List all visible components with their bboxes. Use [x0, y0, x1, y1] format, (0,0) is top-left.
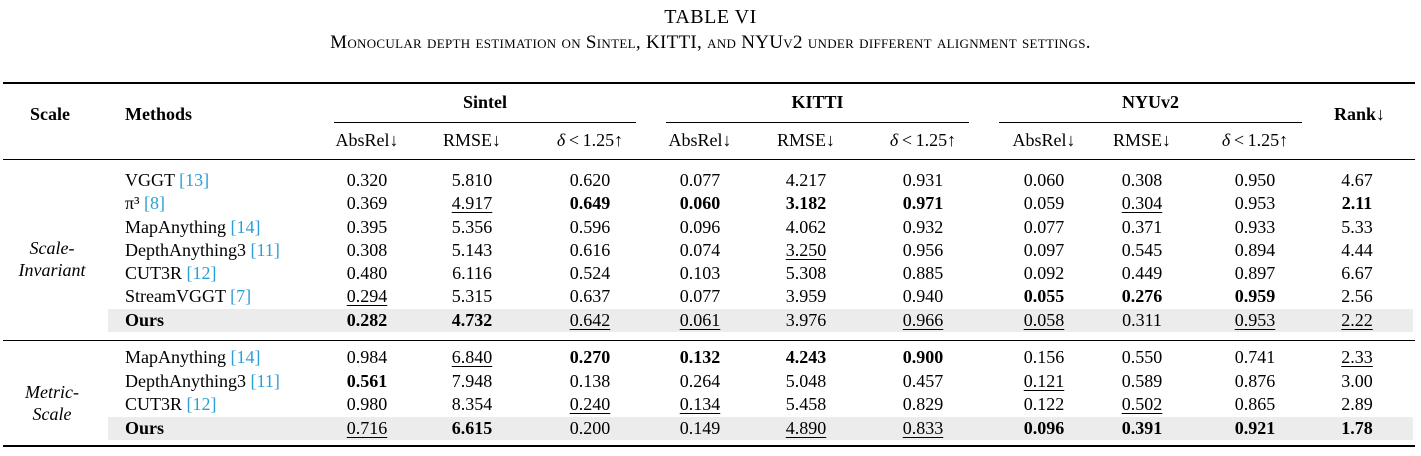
table-cell: 0.270 — [569, 347, 611, 367]
table-label: TABLE VI — [664, 6, 757, 28]
table-cell: 0.092 — [1023, 263, 1065, 283]
metric-header: RMSE↓ — [442, 130, 502, 150]
method-label: VGGT — [125, 170, 175, 190]
method-label: DepthAnything3 — [125, 371, 246, 391]
table-cell: 5.458 — [785, 394, 827, 414]
table-cell: 0.953 — [1234, 310, 1276, 330]
table-cell: 3.976 — [785, 310, 827, 330]
table-cell: 0.637 — [569, 286, 611, 306]
table-cell: 0.308 — [1121, 170, 1163, 190]
section-label-line: Scale- — [29, 238, 75, 258]
table-cell: 0.096 — [1023, 418, 1065, 438]
section-label-line: Scale — [32, 404, 72, 424]
table-cell: 0.449 — [1121, 263, 1163, 283]
top-rule — [3, 82, 1415, 84]
section-label — [2, 381, 102, 425]
group-rule-kitti — [666, 122, 969, 123]
citation-link[interactable]: [12] — [186, 263, 217, 283]
table-cell: 0.921 — [1234, 418, 1276, 438]
table-cell: 0.596 — [569, 217, 611, 237]
table-cell: 0.457 — [902, 371, 944, 391]
table-cell: 4.217 — [785, 170, 827, 190]
table-cell: 5.810 — [451, 170, 493, 190]
method-label: Ours — [125, 310, 165, 330]
table-cell: 2.22 — [1341, 310, 1373, 330]
method-name — [125, 263, 217, 284]
method-label: MapAnything — [125, 217, 226, 237]
highlight-row — [108, 417, 1413, 440]
table-cell: 0.716 — [346, 418, 388, 438]
table-cell: 0.132 — [679, 347, 721, 367]
table-cell: 0.649 — [569, 193, 611, 213]
table-cell: 0.077 — [679, 286, 721, 306]
table-cell: 0.282 — [346, 310, 388, 330]
header-methods: Methods — [125, 104, 192, 124]
table-cell: 0.524 — [569, 263, 611, 283]
method-name — [125, 394, 217, 415]
table-cell: 0.950 — [1234, 170, 1276, 190]
table-cell: 0.984 — [346, 347, 388, 367]
table-cell: 0.308 — [346, 240, 388, 260]
table-cell: 6.116 — [452, 263, 492, 283]
bottom-rule — [3, 445, 1415, 447]
method-name — [125, 286, 251, 307]
table-cell: 0.103 — [679, 263, 721, 283]
table-cell: 0.971 — [902, 193, 944, 213]
table-cell: 8.354 — [451, 394, 493, 414]
table-cell: 0.138 — [569, 371, 611, 391]
section-label — [2, 237, 102, 281]
citation-link[interactable]: [8] — [143, 193, 165, 213]
group-rule-nyuv2 — [999, 122, 1302, 123]
table-cell: 3.00 — [1341, 371, 1373, 391]
citation-link[interactable]: [11] — [250, 240, 280, 260]
table-cell: 0.550 — [1121, 347, 1163, 367]
section-label-line: Metric- — [25, 382, 79, 402]
method-name — [125, 240, 280, 261]
method-label: StreamVGGT — [125, 286, 226, 306]
table-cell: 0.502 — [1121, 394, 1163, 414]
table-cell: 0.134 — [679, 394, 721, 414]
table-cell: 5.143 — [451, 240, 493, 260]
citation-link[interactable]: [14] — [230, 347, 261, 367]
metric-header: AbsRel↓ — [668, 130, 732, 150]
table-cell: 0.096 — [679, 217, 721, 237]
table-cell: 0.149 — [679, 418, 721, 438]
table-cell: 0.156 — [1023, 347, 1065, 367]
citation-link[interactable]: [13] — [179, 170, 210, 190]
table-cell: 0.980 — [346, 394, 388, 414]
table-cell: 4.917 — [451, 193, 493, 213]
table-cell: 0.885 — [902, 263, 944, 283]
table-cell: 0.932 — [902, 217, 944, 237]
header-scale: Scale — [30, 104, 70, 124]
method-label: π³ — [125, 193, 140, 213]
table-cell: 0.894 — [1234, 240, 1276, 260]
metric-header: RMSE↓ — [776, 130, 836, 150]
table-cell: 0.395 — [346, 217, 388, 237]
table-cell: 0.200 — [569, 418, 611, 438]
table-cell: 4.67 — [1341, 170, 1373, 190]
table-cell: 0.311 — [1122, 310, 1162, 330]
table-cell: 0.966 — [902, 310, 944, 330]
table-cell: 0.561 — [346, 371, 388, 391]
table-cell: 2.11 — [1341, 193, 1373, 213]
table-cell: 0.876 — [1234, 371, 1276, 391]
group-rule-sintel — [334, 122, 636, 123]
table-cell: 0.058 — [1023, 310, 1065, 330]
method-name — [125, 347, 261, 368]
table-cell: 2.33 — [1341, 347, 1373, 367]
table-cell: 6.840 — [451, 347, 493, 367]
table-cell: 0.897 — [1234, 263, 1276, 283]
citation-link[interactable]: [11] — [250, 371, 280, 391]
table-cell: 2.89 — [1341, 394, 1373, 414]
table-cell: 0.956 — [902, 240, 944, 260]
header-rank: Rank↓ — [1334, 104, 1386, 124]
table-cell: 6.67 — [1341, 263, 1373, 283]
table-cell: 0.074 — [679, 240, 721, 260]
method-name — [125, 418, 164, 439]
table-cell: 5.308 — [785, 263, 827, 283]
table-cell: 0.264 — [679, 371, 721, 391]
table-cell: 0.276 — [1121, 286, 1163, 306]
table-cell: 0.545 — [1121, 240, 1163, 260]
highlight-row — [108, 309, 1413, 332]
metric-header: AbsRel↓ — [335, 130, 399, 150]
table-cell: 3.959 — [785, 286, 827, 306]
method-name — [125, 170, 209, 191]
table-cell: 0.097 — [1023, 240, 1065, 260]
table-cell: 0.055 — [1023, 286, 1065, 306]
table-cell: 7.948 — [451, 371, 493, 391]
table-cell: 0.741 — [1234, 347, 1276, 367]
table-cell: 0.620 — [569, 170, 611, 190]
citation-link[interactable]: [12] — [186, 394, 217, 414]
group-header-nyuv2: NYUv2 — [1122, 92, 1179, 112]
method-label: CUT3R — [125, 394, 183, 414]
metric-header: δ < 1.25↑ — [889, 130, 957, 150]
method-name — [125, 310, 164, 331]
table-cell: 5.33 — [1341, 217, 1373, 237]
table-cell: 0.642 — [569, 310, 611, 330]
method-label: DepthAnything3 — [125, 240, 246, 260]
table-cell: 0.829 — [902, 394, 944, 414]
metric-header: RMSE↓ — [1112, 130, 1172, 150]
table-cell: 5.315 — [451, 286, 493, 306]
method-name — [125, 217, 261, 238]
table-cell: 0.940 — [902, 286, 944, 306]
table-cell: 6.615 — [451, 418, 493, 438]
table-cell: 0.865 — [1234, 394, 1276, 414]
group-header-kitti: KITTI — [791, 92, 844, 112]
table-cell: 0.959 — [1234, 286, 1276, 306]
group-header-sintel: Sintel — [462, 92, 508, 112]
table-cell: 0.616 — [569, 240, 611, 260]
table-cell: 0.122 — [1023, 394, 1065, 414]
table-cell: 0.121 — [1023, 371, 1065, 391]
table-cell: 0.953 — [1234, 193, 1276, 213]
table-cell: 2.56 — [1341, 286, 1373, 306]
table-cell: 0.480 — [346, 263, 388, 283]
table-cell: 5.048 — [785, 371, 827, 391]
metric-header: δ < 1.25↑ — [556, 130, 624, 150]
table-cell: 0.391 — [1121, 418, 1163, 438]
table-cell: 0.320 — [346, 170, 388, 190]
table-cell: 0.589 — [1121, 371, 1163, 391]
table-cell: 0.833 — [902, 418, 944, 438]
table-cell: 0.304 — [1121, 193, 1163, 213]
method-label: Ours — [125, 418, 165, 438]
table-cell: 4.44 — [1341, 240, 1373, 260]
table-cell: 0.061 — [679, 310, 721, 330]
table-cell: 0.077 — [1023, 217, 1065, 237]
table-cell: 4.243 — [785, 347, 827, 367]
table-cell: 4.062 — [785, 217, 827, 237]
table-cell: 0.371 — [1121, 217, 1163, 237]
table-cell: 0.059 — [1023, 193, 1065, 213]
method-name — [125, 371, 280, 392]
metric-header: δ < 1.25↑ — [1221, 130, 1289, 150]
table-cell: 5.356 — [451, 217, 493, 237]
metric-header: AbsRel↓ — [1012, 130, 1076, 150]
method-name — [125, 193, 165, 214]
table-cell: 1.78 — [1341, 418, 1373, 438]
citation-link[interactable]: [7] — [230, 286, 252, 306]
method-label: MapAnything — [125, 347, 226, 367]
table-cell: 4.732 — [451, 310, 493, 330]
table-cell: 0.294 — [346, 286, 388, 306]
table-cell: 0.060 — [679, 193, 721, 213]
table-cell: 4.890 — [785, 418, 827, 438]
table-cell: 0.240 — [569, 394, 611, 414]
table-cell: 0.931 — [902, 170, 944, 190]
citation-link[interactable]: [14] — [230, 217, 261, 237]
table-cell: 0.077 — [679, 170, 721, 190]
table-caption: Monocular depth estimation on Sintel, KITTI, and NYUv2 under different alignment settings. — [330, 32, 1091, 53]
table-cell: 0.060 — [1023, 170, 1065, 190]
section-label-line: Invariant — [18, 260, 86, 280]
table-cell: 0.900 — [902, 347, 944, 367]
method-label: CUT3R — [125, 263, 183, 283]
table-cell: 0.369 — [346, 193, 388, 213]
table-cell: 3.182 — [785, 193, 827, 213]
table-cell: 0.933 — [1234, 217, 1276, 237]
table-cell: 3.250 — [785, 240, 827, 260]
header-rule — [3, 159, 1415, 160]
section-rule — [3, 340, 1415, 341]
